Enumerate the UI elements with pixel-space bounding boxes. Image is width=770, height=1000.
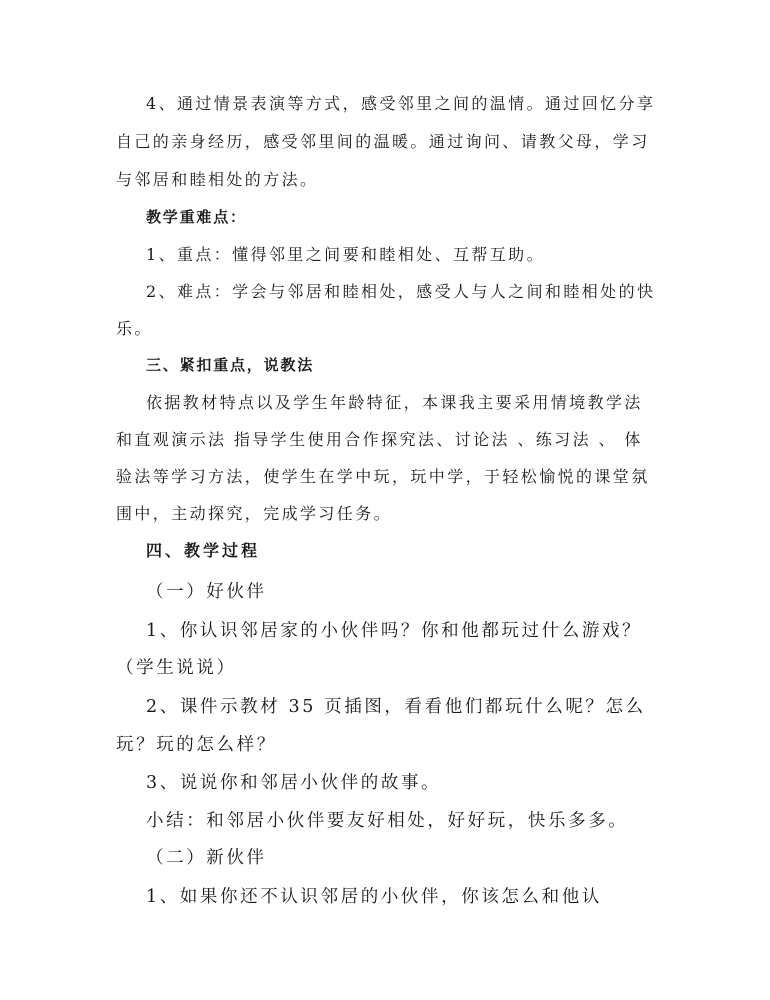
paragraph-method-line-4: 围中，主动探究，完成学习任务。 [116, 504, 393, 523]
difficult-point-line-1: 2、难点：学会与邻居和睦相处，感受人与人之间和睦相处的快 [146, 282, 656, 301]
question-1-line-1: 1、你认识邻居家的小伙伴吗？你和他都玩过什么游戏？ [146, 621, 643, 641]
paragraph-method-line-2: 和直观演示法 指导学生使用合作探究法、讨论法 、练习法 、 体 [116, 430, 643, 449]
summary-line: 小结：和邻居小伙伴要友好相处，好好玩，快乐多多。 [146, 811, 629, 831]
question-2-line-1: 2、课件示教材 35 页插图，看看他们都玩什么呢？怎么 [146, 697, 646, 717]
question-2-line-2: 玩？玩的怎么样？ [116, 735, 277, 755]
key-point-line: 1、重点：懂得邻里之间要和睦相处、互帮互助。 [146, 245, 545, 264]
heading-section-3: 三、紧扣重点，说教法 [146, 356, 315, 374]
heading-key-difficult-points: 教学重难点： [146, 208, 247, 226]
paragraph-objective-4-line-1: 4、通过情景表演等方式，感受邻里之间的温情。通过回忆分享 [146, 94, 656, 113]
paragraph-method-line-3: 验法等学习方法，使学生在学中玩，玩中学，于轻松愉悦的课堂氛 [116, 467, 650, 486]
new-partner-question-1-line: 1、如果你还不认识邻居的小伙伴，你该怎么和他认 [146, 887, 602, 907]
subheading-new-partner: （二）新伙伴 [146, 848, 267, 868]
subheading-good-partner: （一）好伙伴 [146, 582, 267, 602]
paragraph-method-line-1: 依据教材特点以及学生年龄特征，本课我主要采用情境教学法 [146, 393, 643, 412]
paragraph-objective-4-line-3: 与邻居和睦相处的方法。 [116, 170, 319, 189]
question-3-line: 3、说说你和邻居小伙伴的故事。 [146, 773, 442, 793]
difficult-point-line-2: 乐。 [116, 319, 153, 338]
paragraph-objective-4-line-2: 自己的亲身经历，感受邻里间的温暖。通过询问、请教父母，学习 [116, 132, 650, 151]
heading-section-4: 四、教学过程 [146, 541, 261, 560]
question-1-line-2: （学生说说） [116, 658, 237, 678]
